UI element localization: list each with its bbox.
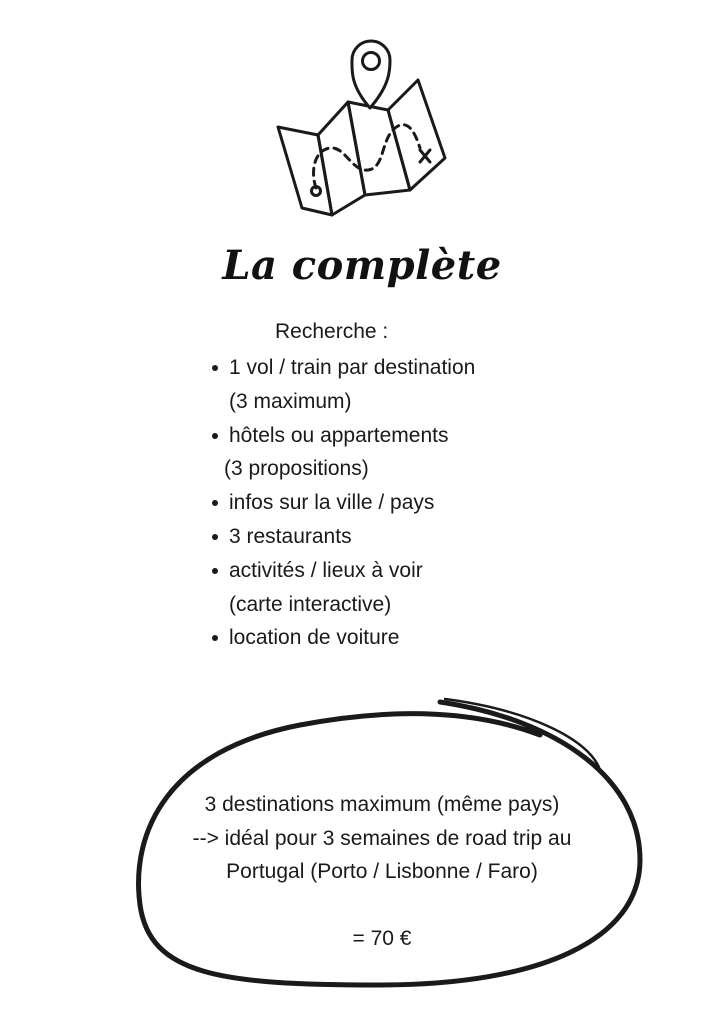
page-title: La complète: [222, 242, 502, 289]
list-item-text: 1 vol / train par destination: [229, 356, 476, 379]
list-item-text: 3 restaurants: [229, 524, 352, 548]
list-item: [212, 520, 475, 554]
offer-line: Portugal (Porto / Lisbonne / Faro): [226, 860, 538, 883]
list-item-continuation: [212, 452, 475, 486]
research-heading: Recherche :: [275, 320, 389, 343]
offer-line: --> idéal pour 3 semaines de road trip au: [192, 826, 572, 850]
list-item-text: (carte interactive): [229, 592, 392, 616]
list-item-text: infos sur la ville / pays: [229, 491, 435, 515]
list-item-text: hôtels ou appartements: [229, 423, 449, 447]
offer-block: [130, 788, 634, 956]
list-item-text: activités / lieux à voir: [229, 558, 423, 582]
price: = 70 €: [352, 927, 412, 950]
list-item: [212, 554, 475, 622]
list-item: [212, 419, 475, 453]
folded-map-pin-icon: [270, 30, 455, 220]
list-item: [212, 486, 475, 520]
list-item-text: (3 maximum): [229, 389, 352, 413]
list-item-text: (3 propositions): [224, 457, 369, 481]
research-list: [212, 351, 475, 655]
list-item-text: location de voiture: [229, 626, 400, 650]
list-item: [212, 351, 475, 419]
offer-line: 3 destinations maximum (même pays): [204, 793, 560, 816]
list-item: [212, 621, 475, 655]
